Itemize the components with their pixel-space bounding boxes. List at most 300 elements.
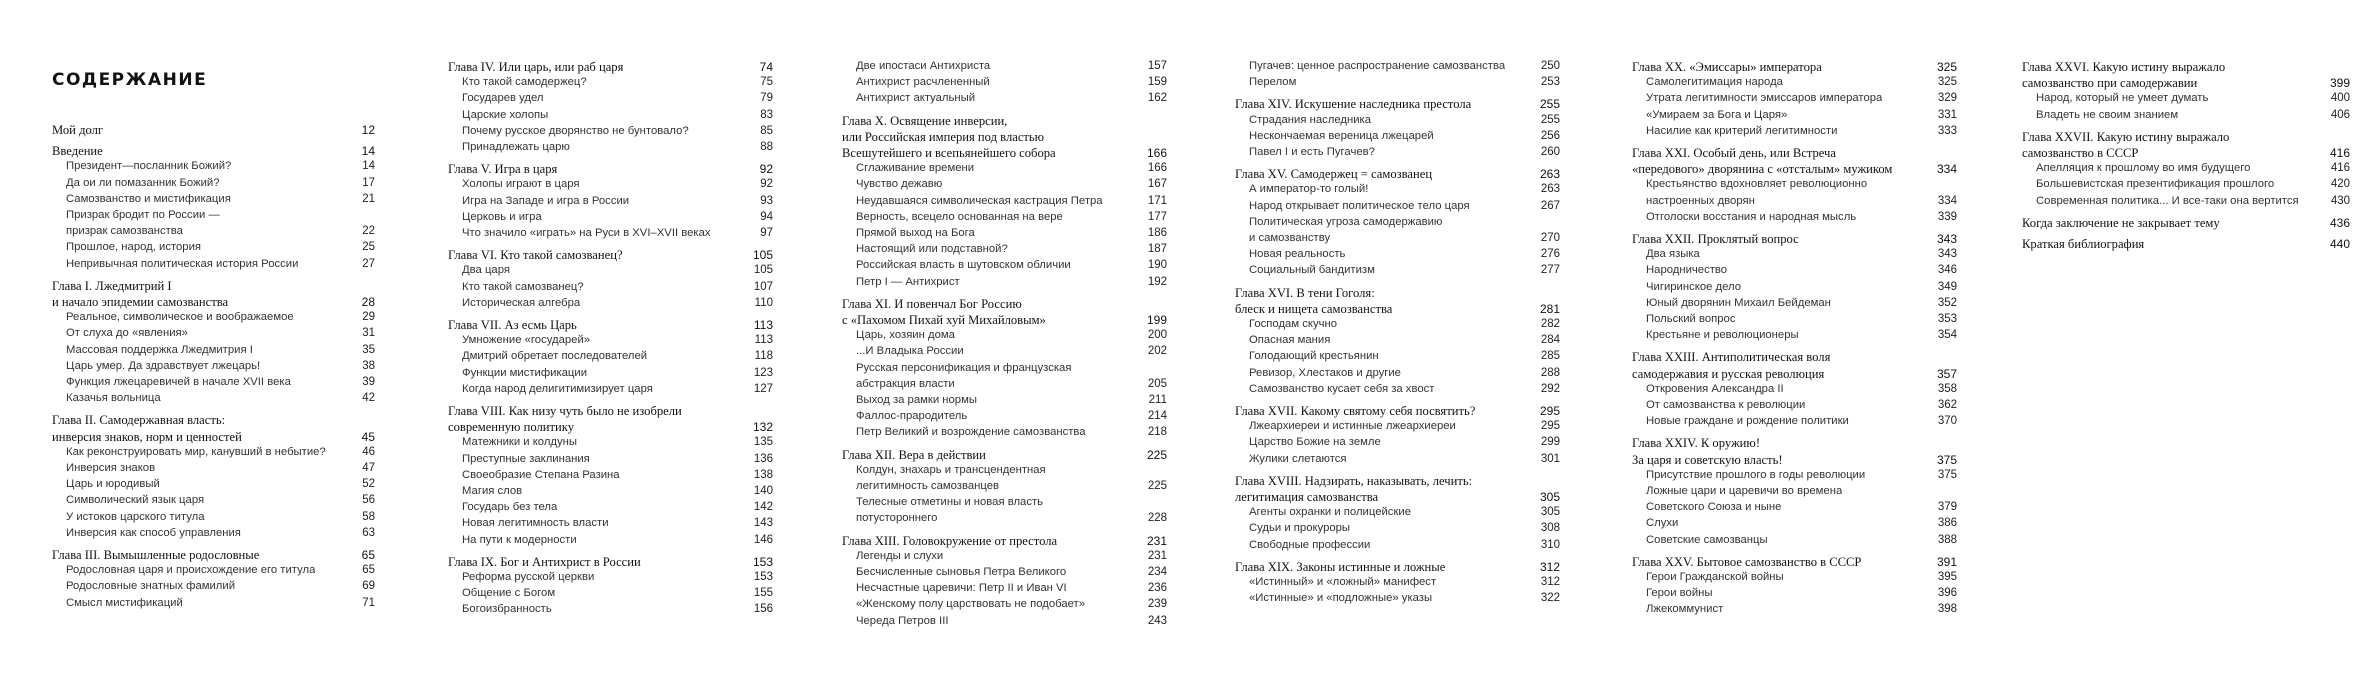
toc-page-number: 47 [362, 462, 375, 474]
toc-leader [1383, 444, 1539, 445]
toc-leader [163, 400, 361, 401]
toc-page-number: 113 [753, 318, 773, 332]
toc-section-entry [2036, 178, 2350, 190]
toc-leader [1009, 124, 1165, 125]
toc-entry-title: Современная политика... И все-таки она вертится [2036, 194, 2299, 207]
toc-entry-title: Инверсия знаков [66, 462, 156, 474]
toc-entry-title: Антихрист актуальный [856, 92, 976, 105]
toc-entry-title: «передового» дворянина с «отсталым» мужиком [1632, 162, 1893, 177]
toc-entry-title: Царь и юродивый [66, 478, 160, 491]
toc-entry-title: и самозванству [1249, 232, 1331, 244]
toc-section-entry [1249, 350, 1560, 362]
toc-page-number: 97 [760, 227, 773, 239]
toc-entry-title: абстракция власти [856, 377, 955, 390]
toc-page-number: 218 [1147, 426, 1167, 439]
toc-section-entry [1646, 587, 1957, 599]
toc-leader [596, 579, 752, 580]
toc-page-number: 83 [760, 108, 773, 121]
toc-section-entry [66, 462, 375, 474]
toc-page-number: 25 [362, 241, 375, 254]
toc-section-entry [1249, 146, 1560, 158]
toc-section-entry [66, 527, 375, 539]
toc-entry-title: Страдания наследника [1249, 113, 1371, 126]
toc-page-number: 253 [1540, 76, 1560, 89]
toc-page-number: 231 [1147, 549, 1167, 562]
toc-leader [957, 386, 1146, 387]
toc-leader [649, 358, 753, 359]
toc-section-entry [2036, 109, 2350, 121]
toc-section-entry [856, 211, 1167, 223]
toc-leader [1770, 542, 1936, 543]
toc-leader [1373, 122, 1539, 123]
toc-entry-title: Казачья вольница [66, 392, 161, 405]
toc-page-number: 234 [1147, 566, 1167, 578]
toc-section-entry [1646, 517, 1957, 529]
toc-section-entry [66, 344, 375, 356]
toc-page-number: 28 [361, 295, 375, 309]
toc-leader [1783, 509, 1935, 510]
toc-leader [582, 305, 752, 306]
toc-leader [1352, 530, 1539, 531]
toc-section-entry [1646, 297, 1957, 309]
toc-leader [1298, 84, 1538, 85]
toc-leader [1863, 565, 1935, 566]
toc-section-entry [1646, 383, 1957, 395]
toc-entry-title: Два языка [1646, 248, 1700, 261]
toc-chapter-entry [1235, 490, 1560, 505]
toc-section-entry [856, 259, 1167, 271]
toc-entry-title: и начало эпидемии самозванства [52, 295, 229, 309]
toc-section-entry [856, 243, 1167, 255]
toc-section-entry [66, 311, 375, 323]
toc-entry-title: Своеобразие Степана Разина [462, 468, 620, 481]
toc-entry-title: Апелляция к прошлому во имя будущего [2036, 162, 2251, 175]
toc-page-number: 17 [362, 176, 375, 189]
toc-leader [977, 235, 1146, 236]
toc-entry-title: Церковь и игра [462, 210, 542, 223]
toc-section-entry [462, 436, 773, 448]
toc-page-number: 75 [760, 76, 773, 89]
toc-leader [237, 588, 360, 589]
toc-leader [1725, 611, 1936, 612]
toc-section-entry [462, 297, 773, 309]
toc-leader [233, 168, 360, 169]
toc-page-number: 166 [1146, 146, 1167, 160]
toc-chapter-entry [1235, 97, 1560, 112]
toc-entry-title: «Женскому полу царствовать не подобает» [856, 598, 1085, 611]
toc-section-entry [66, 376, 375, 388]
toc-leader [2252, 170, 2328, 171]
toc-chapter-entry [1632, 453, 1957, 468]
toc-section-entry [66, 478, 375, 490]
toc-entry-title: Самолегитимация народа [1646, 76, 1783, 89]
toc-leader [1001, 488, 1146, 489]
toc-page-number: 312 [1540, 576, 1560, 588]
toc-entry-title: Новая легитимность власти [462, 517, 609, 530]
toc-section-entry [66, 360, 375, 372]
toc-entry-title: Верность, всецело основанная на вере [856, 210, 1063, 223]
toc-entry-title: Пугачев: ценное распространение самозванства [1249, 60, 1506, 72]
toc-leader [2146, 247, 2328, 248]
toc-leader [1785, 84, 1936, 85]
toc-leader [1447, 570, 1538, 571]
toc-leader [2140, 156, 2328, 157]
toc-leader [713, 235, 759, 236]
toc-leader [1474, 484, 1558, 485]
toc-section-entry [1646, 211, 1957, 223]
toc-section-entry [462, 141, 773, 153]
toc-section-entry [856, 76, 1167, 88]
toc-chapter-entry [1632, 146, 1957, 161]
toc-leader [631, 203, 758, 204]
toc-entry-title: Глава XXI. Особый день, или Встреча [1632, 146, 1836, 160]
toc-entry-title: легитимация самозванства [1235, 490, 1379, 504]
toc-leader [162, 486, 360, 487]
toc-page-number: 231 [1146, 533, 1167, 548]
toc-section-entry [856, 394, 1167, 406]
toc-entry-title: Глава XVI. В тени Гоголя: [1235, 285, 1375, 300]
toc-section-entry [462, 195, 773, 207]
toc-entry-title: Настоящий или подставной? [856, 243, 1008, 256]
toc-page-number: 334 [1937, 194, 1957, 207]
toc-page-number: 38 [362, 359, 375, 372]
toc-entry-title: Антихрист расчлененный [856, 76, 990, 89]
toc-leader [185, 233, 360, 234]
toc-leader [1680, 525, 1935, 526]
toc-chapter-entry [448, 162, 773, 177]
toc-entry-title: Глава XXIII. Антиполитическая воля [1632, 350, 1831, 365]
toc-entry-title: Глава XXVII. Какую истину выражало [2022, 129, 2230, 144]
toc-leader [2231, 140, 2348, 141]
toc-entry-title: Преступные заклинания [462, 452, 590, 465]
toc-entry-title: Родословная царя и происхождение его титула [66, 564, 316, 577]
toc-entry-title: Две ипостаси Антихриста [856, 60, 991, 72]
toc-entry-title: Жулики слетаются [1249, 452, 1347, 465]
toc-leader [1088, 434, 1146, 435]
toc-entry-title: Глава XXV. Бытовое самозванство в СССР [1632, 554, 1862, 569]
toc-entry-title: Новые граждане и рождение политики [1646, 415, 1849, 428]
toc-entry-title: На пути к модерности [462, 533, 577, 546]
toc-entry-title: Царь умер. Да здравствует лжецарь! [66, 359, 261, 372]
toc-entry-title: От самозванства к революции [1646, 399, 1806, 411]
toc-entry-title: блеск и нищета самозванства [1235, 301, 1393, 316]
toc-entry-title: Народничество [1646, 264, 1728, 277]
toc-leader [950, 623, 1145, 624]
toc-section-entry [1646, 534, 1957, 546]
toc-entry-title: Инверсия как способ управления [66, 526, 241, 539]
toc-entry-title: «Истинные» и «подложные» указы [1249, 592, 1433, 605]
toc-chapter-entry [1235, 286, 1560, 301]
toc-section-entry [462, 603, 773, 615]
toc-leader [203, 249, 360, 250]
toc-leader [1715, 595, 1936, 596]
toc-section-entry [856, 615, 1167, 627]
toc-page-number: 171 [1147, 194, 1167, 207]
toc-entry-title: Самозванство кусает себя за хвост [1249, 382, 1435, 395]
toc-entry-title: Царство Божие на земле [1249, 436, 1381, 449]
toc-page-number: 153 [753, 571, 773, 583]
toc-leader [1381, 358, 1539, 359]
toc-section-entry [1249, 453, 1560, 465]
toc-leader [625, 70, 757, 71]
toc-chapter-entry [52, 144, 375, 159]
toc-section-entry [462, 517, 773, 529]
toc-page-number: 105 [752, 248, 773, 263]
toc-leader [1370, 191, 1538, 192]
toc-section-entry [1646, 76, 1957, 88]
toc-leader [1444, 224, 1558, 225]
toc-entry-title: призрак самозванства [66, 225, 183, 238]
toc-page-number: 123 [753, 366, 773, 379]
toc-section-entry [1249, 200, 1560, 212]
toc-chapter-entry [842, 534, 1167, 549]
toc-entry-title: Присутствие прошлого в годы революции [1646, 468, 1866, 481]
toc-leader [1434, 177, 1538, 178]
toc-entry-title: самозванство при самодержавии [2022, 76, 2198, 91]
toc-entry-title: Всешутейшего и всепьянейшего собора [842, 146, 1056, 160]
toc-entry-title: Колдун, знахарь и трансцендентная [856, 463, 1046, 476]
toc-leader [206, 502, 360, 503]
toc-section-entry [856, 582, 1167, 594]
toc-leader [966, 353, 1146, 354]
toc-page-number: 69 [362, 580, 375, 593]
toc-leader [643, 565, 751, 566]
toc-entry-title: Насилие как критерий легитимности [1646, 124, 1838, 137]
toc-leader [1737, 321, 1935, 322]
toc-section-entry [1646, 603, 1957, 615]
toc-leader [544, 219, 758, 220]
toc-entry-title: Фаллос-прародитель [856, 410, 968, 423]
toc-entry-title: Историческая алгебра [462, 296, 581, 309]
toc-page-number: 65 [362, 564, 375, 577]
toc-section-entry [462, 453, 773, 465]
toc-entry-title: Советские самозванцы [1646, 533, 1768, 546]
toc-page-number: 140 [753, 485, 773, 497]
toc-leader [105, 133, 360, 134]
toc-entry-title: Петр I — Антихрист [856, 275, 960, 288]
toc-page-number: 263 [1539, 167, 1560, 182]
toc-page-number: 346 [1937, 264, 1957, 277]
toc-entry-title: Российская власть в шутовском обличии [856, 259, 1071, 272]
toc-chapter-entry [52, 123, 375, 138]
toc-leader [1851, 423, 1936, 424]
toc-page-number: 308 [1540, 522, 1560, 535]
toc-leader [1702, 256, 1936, 257]
toc-leader [1884, 100, 1936, 101]
toc-leader [1380, 500, 1538, 501]
toc-chapter-entry [842, 297, 1167, 312]
toc-section-entry [66, 258, 375, 270]
toc-page-number: 177 [1147, 210, 1167, 223]
toc-section-entry [856, 426, 1167, 438]
toc-section-entry [1646, 264, 1957, 276]
toc-leader [2227, 70, 2348, 71]
toc-page-number: 325 [1937, 76, 1957, 89]
toc-page-number: 357 [1936, 366, 1957, 381]
toc-section-entry [1646, 109, 1957, 121]
toc-section-entry [1249, 334, 1560, 346]
toc-section-entry [856, 276, 1167, 288]
toc-section-entry [1249, 436, 1560, 448]
toc-page-number: 339 [1937, 210, 1957, 223]
toc-entry-title: Глава XIII. Головокружение от престола [842, 533, 1058, 548]
toc-section-entry [66, 511, 375, 523]
toc-section-entry [1249, 592, 1560, 604]
toc-page-number: 186 [1147, 227, 1167, 239]
toc-section-entry [856, 195, 1167, 207]
toc-leader [939, 520, 1145, 521]
toc-entry-title: У истоков царского титула [66, 510, 205, 523]
toc-leader [300, 266, 360, 267]
toc-chapter-entry [2022, 130, 2350, 145]
toc-chapter-entry [52, 295, 375, 310]
toc-page-number: 285 [1540, 350, 1560, 363]
toc-page-number: 362 [1937, 399, 1957, 411]
toc-page-number: 211 [1148, 394, 1167, 406]
toc-leader [1332, 240, 1539, 241]
toc-leader [2301, 203, 2329, 204]
toc-entry-title: Глава XIV. Искушение наследника престола [1235, 97, 1472, 112]
toc-entry-title: Крестьяне и революционеры [1646, 329, 1799, 342]
toc-leader [592, 342, 753, 343]
toc-leader [1347, 256, 1538, 257]
toc-leader [1785, 463, 1935, 464]
toc-entry-title: Новая реальность [1249, 248, 1346, 261]
toc-page-number: 42 [362, 392, 375, 405]
toc-chapter-entry [842, 313, 1167, 328]
toc-entry-title: Опасная мания [1249, 334, 1331, 347]
toc-page-number: 236 [1147, 582, 1167, 595]
toc-section-entry [1646, 501, 1957, 513]
toc-page-number: 94 [760, 210, 773, 223]
toc-chapter-entry [52, 279, 375, 294]
toc-section-entry [1249, 506, 1560, 518]
toc-section-entry [1646, 329, 1957, 341]
toc-section-entry [462, 383, 773, 395]
toc-entry-title: Царь, хозяин дома [856, 329, 955, 342]
toc-leader [572, 149, 758, 150]
toc-section-entry [1646, 281, 1957, 293]
toc-leader [1789, 117, 1936, 118]
toc-leader [2222, 226, 2328, 227]
toc-leader [944, 186, 1146, 187]
toc-section-entry [1249, 248, 1560, 260]
toc-page-number: 166 [1147, 162, 1167, 175]
toc-page-number: 21 [362, 192, 375, 205]
toc-page-number: 391 [1936, 554, 1957, 569]
toc-leader [1729, 272, 1936, 273]
toc-entry-title: Легенды и слухи [856, 549, 944, 562]
toc-entry-title: Президент—посланник Божий? [66, 160, 232, 173]
toc-section-entry [1249, 114, 1560, 126]
toc-chapter-entry [1235, 560, 1560, 575]
toc-entry-title: Юный дворянин Михаил Бейдеман [1646, 296, 1831, 309]
toc-section-entry [1249, 76, 1560, 88]
toc-leader [293, 384, 360, 385]
toc-page-number: 436 [2329, 215, 2350, 230]
toc-entry-title: Принадлежать царю [462, 141, 570, 153]
toc-section-entry [856, 480, 1167, 492]
toc-entry-title: Глава I. Лжедмитрий I [52, 278, 172, 293]
toc-entry-title: Глава VI. Кто такой самозванец? [448, 248, 623, 263]
toc-chapter-entry [1235, 404, 1560, 419]
toc-chapter-entry [448, 420, 773, 435]
toc-page-number: 143 [753, 517, 773, 530]
toc-leader [1839, 133, 1935, 134]
toc-leader [589, 84, 759, 85]
toc-chapter-entry [1632, 436, 1957, 451]
toc-entry-title: Краткая библиография [2022, 237, 2145, 251]
toc-leader [550, 117, 758, 118]
toc-entry-title: Глава II. Самодержавная власть: [52, 413, 226, 428]
toc-leader [1069, 590, 1146, 591]
toc-page-number: 277 [1540, 264, 1560, 277]
toc-leader [1757, 203, 1936, 204]
toc-entry-title: Советского Союза и ныне [1646, 501, 1782, 514]
toc-entry-title: Перелом [1249, 76, 1297, 89]
toc-page-number: 354 [1937, 329, 1957, 342]
toc-page-number: 92 [759, 162, 773, 177]
toc-entry-title: с «Пахомом Пихай хуй Михайловым» [842, 313, 1046, 327]
toc-chapter-entry [842, 448, 1167, 463]
toc-leader [1332, 342, 1538, 343]
toc-page-number: 155 [753, 587, 773, 600]
toc-section-entry [856, 345, 1167, 357]
toc-section-entry [1249, 539, 1560, 551]
toc-leader [1413, 514, 1539, 515]
toc-entry-title: Чигиринское дело [1646, 280, 1742, 293]
toc-entry-title: Павел I и есть Пугачев? [1249, 146, 1375, 158]
toc-page-number: 39 [362, 376, 375, 388]
toc-page-number: 118 [754, 350, 773, 363]
toc-entry-title: Глава III. Вымышленные родословные [52, 548, 260, 562]
toc-section-entry [462, 367, 773, 379]
toc-chapter-entry [1632, 555, 1957, 570]
toc-chapter-entry [2022, 216, 2350, 231]
toc-page-number: 305 [1540, 506, 1560, 519]
toc-leader [1434, 600, 1539, 601]
toc-section-entry [856, 598, 1167, 610]
toc-leader [174, 289, 373, 290]
toc-section-entry [462, 109, 773, 121]
toc-entry-title: инверсия знаков, норм и ценностей [52, 429, 242, 444]
toc-leader [1786, 391, 1936, 392]
toc-leader [1377, 272, 1539, 273]
toc-entry-title: Народ открывает политическое тело царя [1249, 199, 1470, 212]
toc-section-entry [856, 464, 1167, 476]
toc-entry-title: Ложные цари и царевичи во времена [1646, 485, 1843, 497]
toc-entry-title: Мой долг [52, 123, 104, 137]
toc-section-entry [1646, 415, 1957, 427]
toc-section-entry [66, 494, 375, 506]
toc-section-entry [462, 227, 773, 239]
toc-page-number: 333 [1937, 124, 1957, 137]
toc-page-number: 159 [1147, 76, 1167, 89]
toc-leader [1058, 156, 1145, 157]
toc-entry-title: Игра на Западе и игра в России [462, 194, 630, 207]
toc-chapter-entry [1235, 167, 1560, 182]
toc-leader [1010, 251, 1146, 252]
toc-leader [1045, 504, 1165, 505]
toc-page-number: 352 [1937, 296, 1957, 309]
toc-entry-title: Агенты охранки и полицейские [1249, 506, 1411, 519]
toc-section-entry [2036, 92, 2350, 104]
toc-page-number: 276 [1540, 248, 1560, 261]
toc-section-entry [462, 571, 773, 583]
toc-page-number: 45 [361, 429, 375, 444]
toc-leader [1743, 289, 1936, 290]
toc-section-entry [1249, 264, 1560, 276]
